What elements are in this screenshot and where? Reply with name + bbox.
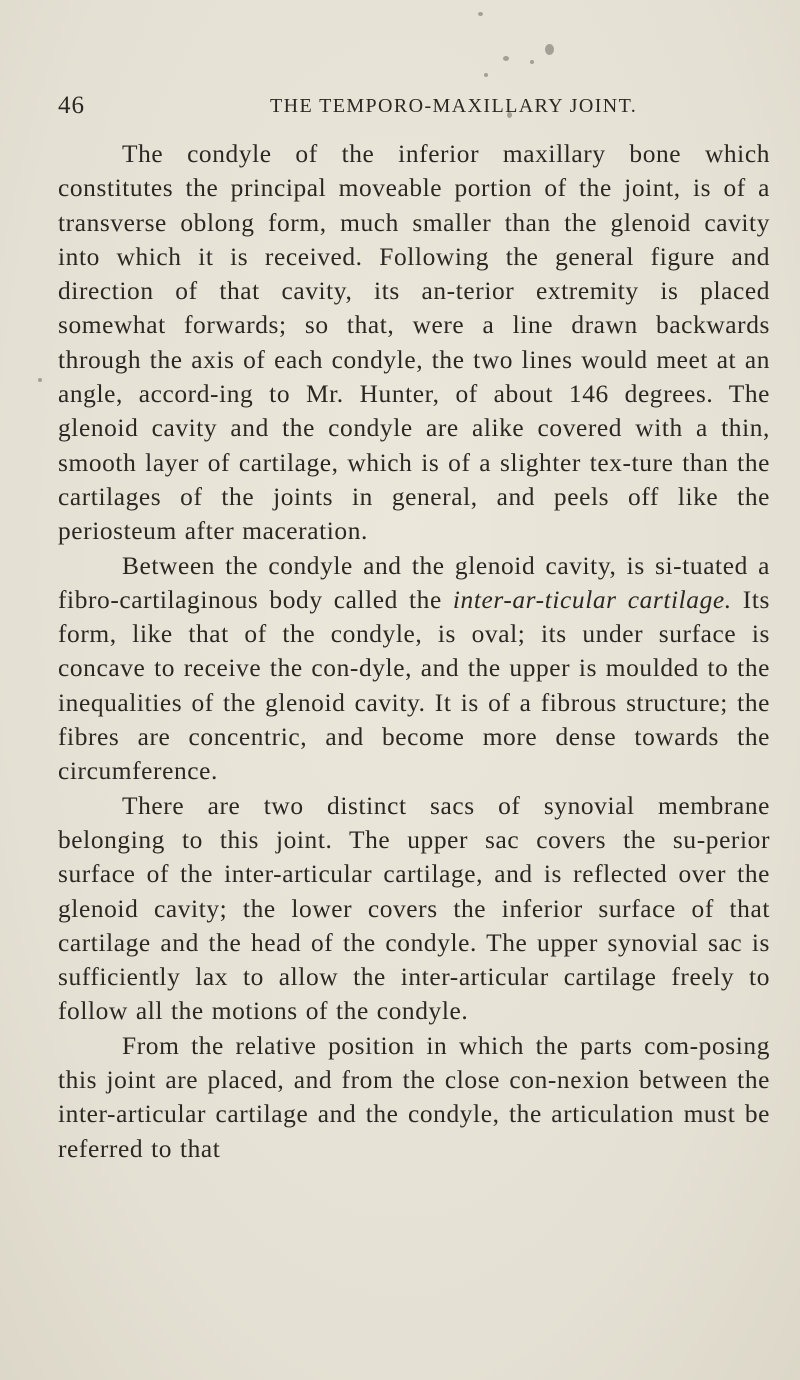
body-text <box>58 137 770 1166</box>
print-speck <box>38 378 42 382</box>
print-speck <box>530 60 534 64</box>
print-speck <box>503 56 509 61</box>
italic-term: inter-ar-ticular cartilage. <box>452 585 732 614</box>
running-head: THE TEMPORO-MAXILLARY JOINT. <box>270 95 638 117</box>
print-speck <box>484 73 488 77</box>
paragraph-relative-position: From the relative position in which the parts com-posing this joint are placed, and from the close con-nexion between the inter-articular cartilage and the condyle, the articulation must be referred to that <box>58 1031 770 1163</box>
paragraph-text: Between the condyle and the glenoid cavity, is si-tuated a fibro-cartilaginous body called the <box>58 551 770 614</box>
paragraph-interarticular-cartilage <box>58 549 770 789</box>
print-speck <box>478 12 483 16</box>
paragraph-condyle: The condyle of the inferior maxillary bone which constitutes the principal moveable portion of the joint, is of a transverse oblong form, much smaller than the glenoid cavity into which it is received. Following the general figure and direction of that cavity, its an-terior extremity is placed somewhat forwards; so that, were a line drawn backwards through the axis of each condyle, the two lines would meet at an angle, accord-ing to Mr. Hunter, of about 146 degrees. The glenoid cavity and the condyle are alike covered with a thin, smooth layer of cartilage, which is of a slighter tex-ture than the cartilages of the joints in general, and peels off like the periosteum after maceration. <box>58 140 770 546</box>
paragraph-text: Its form, like that of the condyle, is oval; its under surface is concave to receive the con-dyle, and the upper is moulded to the inequalities of the glenoid cavity. It is of a fibrous structure; the fibres are concentric, and become more dense towards the circumference. <box>58 585 770 786</box>
page-number: 46 <box>58 92 85 119</box>
print-speck <box>545 44 554 55</box>
paragraph-synovial-membrane: There are two distinct sacs of synovial membrane belonging to this joint. The upper sac covers the su-perior surface of the inter-articular cartilage, and is reflected over the glenoid cavity; the lower covers the inferior surface of that cartilage and the head of the condyle. The upper synovial sac is sufficiently lax to allow the inter-articular cartilage freely to follow all the motions of the condyle. <box>58 791 770 1026</box>
page-header <box>58 92 758 132</box>
